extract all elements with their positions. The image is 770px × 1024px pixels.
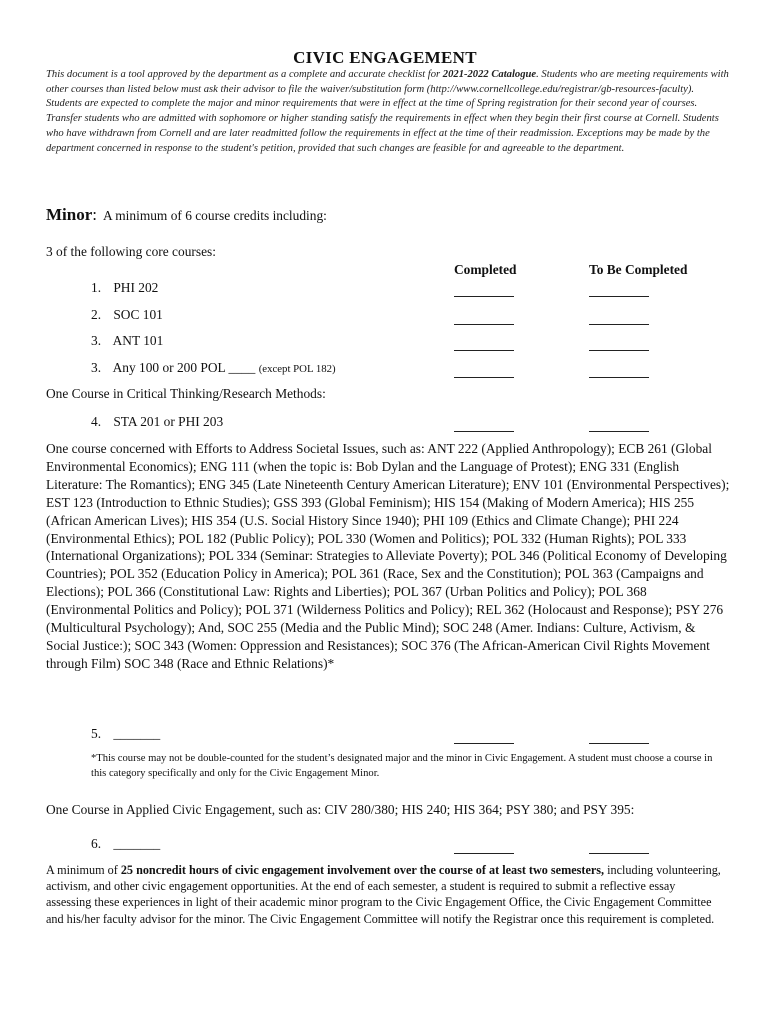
row-number: 6. <box>91 836 102 851</box>
core-course-row <box>91 280 158 296</box>
requirement-text-start: A minimum of <box>46 863 121 877</box>
completed-blank[interactable] <box>454 295 514 297</box>
completed-blank[interactable] <box>454 430 514 432</box>
row-number: 2. <box>91 307 102 322</box>
to-be-completed-column-header: To Be Completed <box>589 262 688 277</box>
course-blank-label: _______ <box>113 836 161 851</box>
applied-course-row <box>91 836 160 852</box>
requirement-text-rest: including volunteering, activism, and other civic engagement opportunities. At the end of each semester, a student is required to submit a reflective essay assessing these experiences in light of their academic minor program to the Civic Engagement Office, the Civic Engagement Committee and his/her faculty advisor for the minor. The Civic Engagement Committee will notify the Registrar once this requirement is completed. <box>46 863 721 926</box>
catalogue-year: 2021-2022 Catalogue <box>442 69 537 80</box>
to-be-completed-blank[interactable] <box>589 376 649 378</box>
core-course-row <box>91 307 163 323</box>
minor-heading-line <box>46 205 327 225</box>
page-title: CIVIC ENGAGEMENT <box>293 48 477 67</box>
completed-column-header: Completed <box>454 262 517 277</box>
course-blank-label: _______ <box>113 726 161 741</box>
row-number: 5. <box>91 726 102 741</box>
row-number: 3. <box>91 360 102 375</box>
course-exception-note: (except POL 182) <box>258 363 336 375</box>
critical-course-row <box>91 414 223 430</box>
to-be-completed-blank[interactable] <box>589 323 649 325</box>
societal-issues-paragraph: One course concerned with Efforts to Address Societal Issues, such as: ANT 222 (Applied Anthropology); ECB 261 (Global Environmental Economics); ENG 111 (when the topic is: Bob Dylan and the Language of Protest); ENG 331 (English Literature: The Romantics); ENG 345 (Late Nineteenth Century American Literature); ENV 101 (Environmental Perspectives); EST 123 (Introduction to Ethnic Studies); GSS 393 (Global Feminism); HIS 154 (Making of Modern America); HIS 255 (African American Lives); HIS 354 (U.S. Social History Since 1940); PHI 109 (Ethics and Climate Change); PHI 224 (Environmental Ethics); POL 182 (Public Policy); POL 330 (Women and Politics); POL 332 (Human Rights); POL 333 (International Organizations); POL 334 (Seminar: Strategies to Alleviate Poverty); POL 346 (Political Economy of Developing Countries); POL 352 (Education Policy in America); POL 361 (Race, Sex and the Constitution); POL 363 (Campaigns and Elections); POL 366 (Constitutional Law: Rights and Liberties); POL 367 (Urban Politics and Policy); POL 368 (Environmental Politics and Policy); POL 371 (Wilderness Politics and Policy); REL 362 (Holocaust and Response); PSY 276 (Multicultural Psychology); And, SOC 255 (Media and the Public Mind); SOC 248 (Amer. Indians: Culture, Activism, & Social Justice:); SOC 343 (Women: Oppression and Resistances); SOC 376 (The African-American Civil Rights Movement through Film) SOC 348 (Race and Ethnic Relations)* <box>46 441 730 671</box>
completed-blank[interactable] <box>454 323 514 325</box>
minor-heading: Minor <box>46 205 93 224</box>
core-courses-intro: 3 of the following core courses: <box>46 244 216 259</box>
core-course-row <box>91 360 336 376</box>
intro-text-rest: . Students who are meeting requirements with other courses than listed below must ask their advisor to file the waiver/substitution form (http://www.cornellcollege.edu/registrar/gb-resources-faculty). Students are expected to complete the major and minor requirements that were in effect at the time of Spring registration for their second year of courses. Transfer students who are admitted with sophomore or higher standing satisfy the requirements in effect when they begin their first course at Cornell. Students who have withdrawn from Cornell and are later readmitted follow the requirements in effect at the time of their readmission. Exceptions may be made by the department concerned in response to the student's petition, provided that such changes are feasible for and agreeable to the department. <box>46 69 729 154</box>
course-label: STA 201 or PHI 203 <box>113 414 224 429</box>
minor-heading-colon: : <box>92 205 98 224</box>
double-count-footnote: *This course may not be double-counted for the student’s designated major and the minor in Civic Engagement. A student must choose a course in this category specifically and only for the Civic Engagement Minor. <box>91 753 713 780</box>
critical-thinking-heading: One Course in Critical Thinking/Research Methods: <box>46 386 326 401</box>
row-number: 4. <box>91 414 102 429</box>
requirement-emphasis: 25 noncredit hours of civic engagement involvement over the course of at least two semesters, <box>120 863 605 877</box>
core-course-row <box>91 333 163 349</box>
intro-text-start: This document is a tool approved by the department as a complete and accurate checklist for <box>46 69 443 80</box>
completed-blank[interactable] <box>454 852 514 854</box>
to-be-completed-blank[interactable] <box>589 430 649 432</box>
minor-requirement-text: A minimum of 6 course credits including: <box>102 208 327 223</box>
to-be-completed-blank[interactable] <box>589 742 649 744</box>
applied-civic-engagement-text: One Course in Applied Civic Engagement, such as: CIV 280/380; HIS 240; HIS 364; PSY 380; and PSY 395: <box>46 802 635 817</box>
course-label: ANT 101 <box>112 333 164 348</box>
societal-course-row <box>91 726 160 742</box>
intro-paragraph <box>46 68 732 156</box>
row-number: 3. <box>91 333 102 348</box>
course-label: Any 100 or 200 POL ____ <box>112 360 256 375</box>
noncredit-hours-requirement <box>46 862 722 927</box>
completed-blank[interactable] <box>454 349 514 351</box>
completed-blank[interactable] <box>454 376 514 378</box>
to-be-completed-blank[interactable] <box>589 852 649 854</box>
to-be-completed-blank[interactable] <box>589 295 649 297</box>
row-number: 1. <box>91 280 102 295</box>
to-be-completed-blank[interactable] <box>589 349 649 351</box>
course-label: SOC 101 <box>113 307 163 322</box>
course-label: PHI 202 <box>113 280 159 295</box>
completed-blank[interactable] <box>454 742 514 744</box>
